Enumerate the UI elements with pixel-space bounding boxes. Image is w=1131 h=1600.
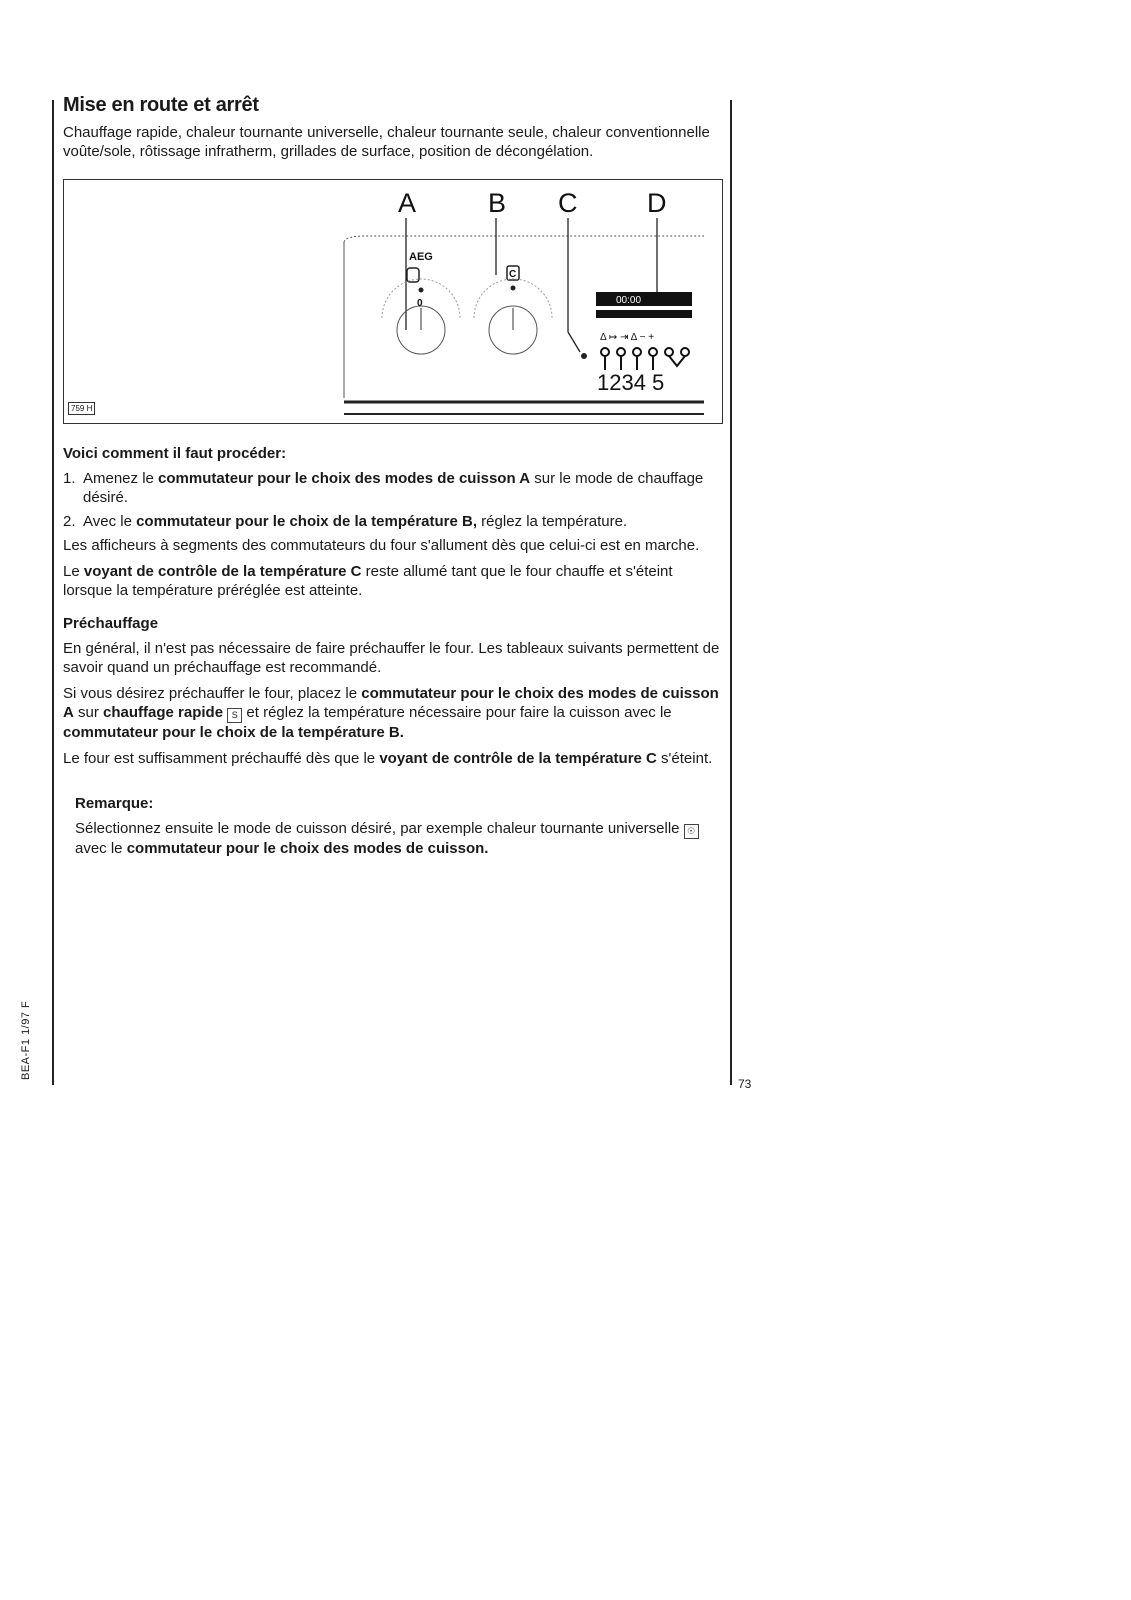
figure-code: 759 H bbox=[68, 402, 95, 415]
label-c: C bbox=[558, 188, 578, 218]
list-item: 1. Amenez le commutateur pour le choix des modes de cuisson A sur le mode de chauffage désiré. bbox=[63, 470, 704, 506]
preheat-general: En général, il n'est pas nécessaire de faire préchauffer le four. Les tableaux suivants permettent de savoir quand un préchauffage est recommandé. bbox=[63, 640, 720, 676]
intro-text: Chauffage rapide, chaleur tournante universelle, chaleur tournante seule, chaleur conventionnelle voûte/sole, rôtissage infratherm, grillades de surface, position de décongélation. bbox=[63, 124, 710, 160]
remark-box bbox=[75, 794, 723, 858]
preheat-done: Le four est suffisamment préchauffé dès que le voyant de contrôle de la température C s'éteint. bbox=[63, 750, 713, 767]
control-panel-figure bbox=[63, 179, 723, 424]
list-item: 2. Avec le commutateur pour le choix de la température B, réglez la température. bbox=[63, 513, 628, 530]
left-margin-rule bbox=[52, 100, 54, 1085]
knob-a-zero: 0 bbox=[417, 298, 423, 309]
procedure-steps bbox=[63, 469, 723, 531]
document-code: BEA-F1 1/97 F bbox=[20, 1000, 32, 1080]
button-numbers: 1234 5 bbox=[597, 370, 665, 395]
page-content bbox=[63, 96, 723, 858]
label-b: B bbox=[488, 188, 507, 218]
right-margin-rule bbox=[730, 100, 732, 1085]
control-panel-diagram bbox=[64, 180, 724, 425]
remark-title: Remarque: bbox=[75, 795, 154, 812]
preheat-instructions: Si vous désirez préchauffer le four, placez le commutateur pour le choix des modes de cuisson A sur chauffage rapide S et réglez la température nécessaire pour faire la cuisson avec le commutateur pour le choix de la température B. bbox=[63, 685, 719, 741]
page-title: Mise en route et arrêt bbox=[63, 94, 259, 116]
preheat-title: Préchauffage bbox=[63, 615, 159, 632]
procedure-title: Voici comment il faut procéder: bbox=[63, 445, 287, 462]
brand-logo: AEG bbox=[409, 251, 433, 263]
fan-heat-icon: ☉ bbox=[684, 824, 699, 839]
lamp-note: Le voyant de contrôle de la température C reste allumé tant que le four chauffe et s'éteint lorsque la température préréglée est atteinte. bbox=[63, 563, 673, 599]
remark-text: Sélectionnez ensuite le mode de cuisson désiré, par exemple chaleur tournante universelle ☉ avec le commutateur pour le choix des modes de cuisson. bbox=[75, 819, 723, 858]
rapid-heat-icon: S bbox=[227, 708, 242, 723]
label-d: D bbox=[647, 188, 667, 218]
clock-display bbox=[596, 292, 692, 306]
function-icons: Δ ↦ ⇥ Δ − + bbox=[600, 332, 655, 343]
page-number: 73 bbox=[738, 1077, 752, 1091]
display-note: Les afficheurs à segments des commutateurs du four s'allument dès que celui-ci est en marche. bbox=[63, 537, 700, 554]
knob-b-icon: C bbox=[509, 269, 517, 280]
temperature-lamp-icon bbox=[581, 353, 587, 359]
label-a: A bbox=[398, 188, 417, 218]
display-time: 00:00 bbox=[616, 295, 642, 306]
